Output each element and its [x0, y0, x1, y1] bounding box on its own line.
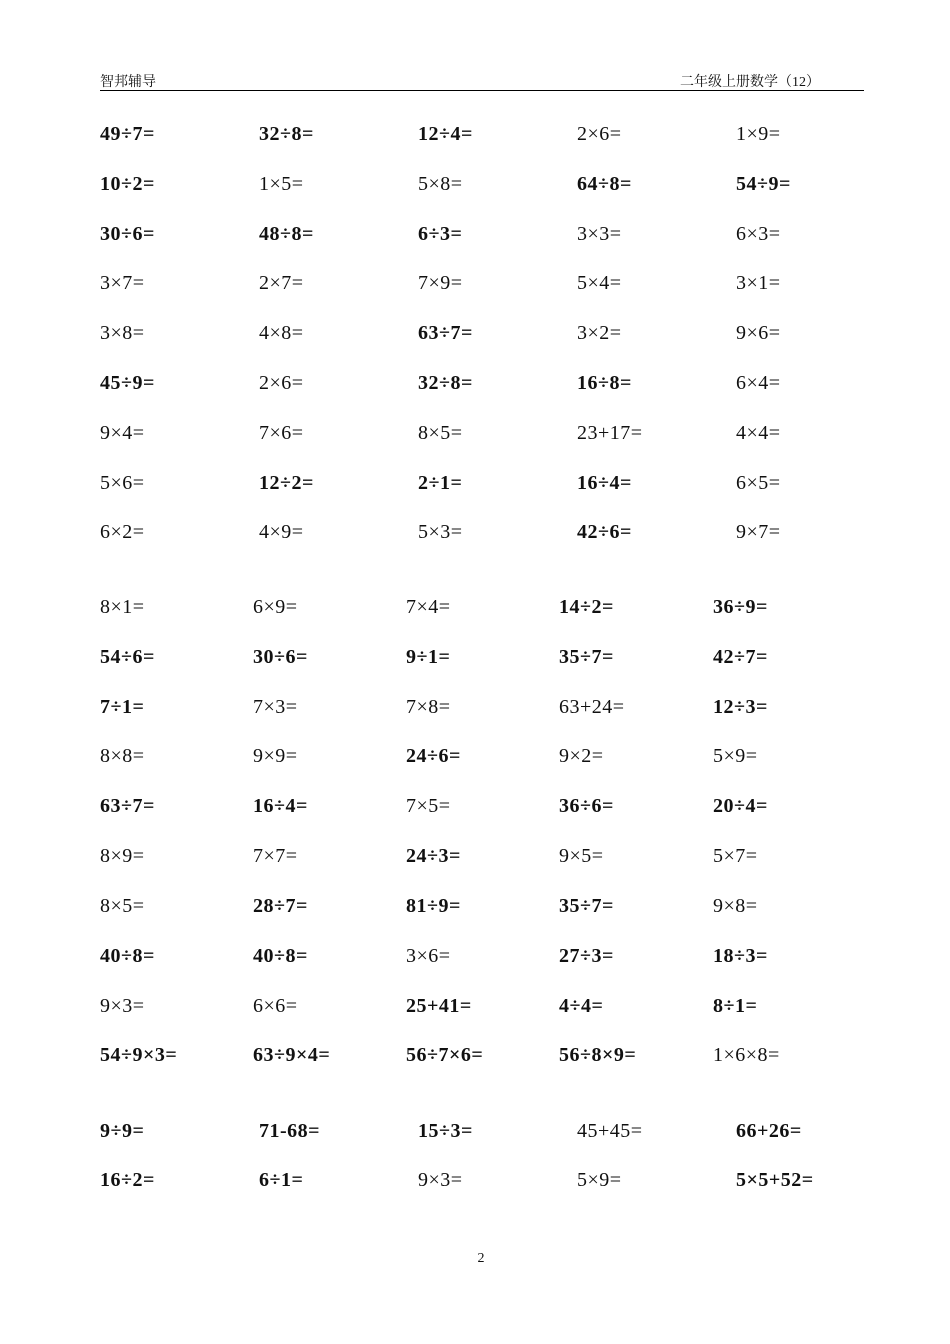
problem: 10÷2= — [100, 173, 155, 195]
problem: 25+41= — [406, 995, 472, 1017]
problem: 14÷2= — [559, 596, 614, 618]
problem: 24÷6= — [406, 745, 461, 767]
problem: 64÷8= — [577, 173, 632, 195]
problem: 20÷4= — [713, 795, 768, 817]
problem: 66+26= — [736, 1120, 802, 1142]
problem: 42÷6= — [577, 521, 632, 543]
problem: 8÷1= — [713, 995, 758, 1017]
problem: 9×8= — [713, 895, 758, 917]
problem: 54÷9= — [736, 173, 791, 195]
problem: 3×2= — [577, 322, 622, 344]
problem: 5×4= — [577, 272, 622, 294]
problem: 5×5+52= — [736, 1169, 814, 1191]
problem: 9×4= — [100, 422, 145, 444]
problem: 15÷3= — [418, 1120, 473, 1142]
problem: 35÷7= — [559, 646, 614, 668]
problem: 2×6= — [577, 123, 622, 145]
problem: 6×2= — [100, 521, 145, 543]
page-number: 2 — [477, 1251, 485, 1266]
problem: 1×6×8= — [713, 1044, 780, 1066]
problem: 32÷8= — [259, 123, 314, 145]
problem: 8×5= — [100, 895, 145, 917]
header-right: 二年级上册数学（12） — [680, 75, 820, 90]
problem: 9×3= — [100, 995, 145, 1017]
problem: 6×6= — [253, 995, 298, 1017]
problem: 4÷4= — [559, 995, 604, 1017]
problem: 6×4= — [736, 372, 781, 394]
problem: 4×9= — [259, 521, 304, 543]
problem: 63÷7= — [100, 795, 155, 817]
problem: 36÷6= — [559, 795, 614, 817]
problem: 9×9= — [253, 745, 298, 767]
problem: 54÷6= — [100, 646, 155, 668]
problem: 9×7= — [736, 521, 781, 543]
problem: 48÷8= — [259, 223, 314, 245]
problem: 6÷1= — [259, 1169, 304, 1191]
problem: 24÷3= — [406, 845, 461, 867]
problem: 7×6= — [259, 422, 304, 444]
problem: 45÷9= — [100, 372, 155, 394]
problem: 5×6= — [100, 472, 145, 494]
problem: 6×5= — [736, 472, 781, 494]
problem: 9×3= — [418, 1169, 463, 1191]
problem: 23+17= — [577, 422, 643, 444]
problem: 5×7= — [713, 845, 758, 867]
problem: 54÷9×3= — [100, 1044, 178, 1066]
problem: 9÷9= — [100, 1120, 145, 1142]
problem: 56÷8×9= — [559, 1044, 637, 1066]
problem: 5×8= — [418, 173, 463, 195]
problem: 7×7= — [253, 845, 298, 867]
problem: 30÷6= — [100, 223, 155, 245]
problem: 1×5= — [259, 173, 304, 195]
problem: 1×9= — [736, 123, 781, 145]
problem: 42÷7= — [713, 646, 768, 668]
problem: 16÷8= — [577, 372, 632, 394]
problem: 4×8= — [259, 322, 304, 344]
problem: 3×1= — [736, 272, 781, 294]
problem: 7×3= — [253, 696, 298, 718]
problem: 8×8= — [100, 745, 145, 767]
problem: 81÷9= — [406, 895, 461, 917]
problem: 36÷9= — [713, 596, 768, 618]
problem: 5×9= — [713, 745, 758, 767]
problem: 2÷1= — [418, 472, 463, 494]
problem: 32÷8= — [418, 372, 473, 394]
problem: 2×6= — [259, 372, 304, 394]
problem: 16÷4= — [253, 795, 308, 817]
problem: 9×6= — [736, 322, 781, 344]
problem: 7×5= — [406, 795, 451, 817]
problem: 63+24= — [559, 696, 625, 718]
problem: 3×8= — [100, 322, 145, 344]
problem: 27÷3= — [559, 945, 614, 967]
problem: 5×9= — [577, 1169, 622, 1191]
problem: 30÷6= — [253, 646, 308, 668]
problem: 9÷1= — [406, 646, 451, 668]
problem: 49÷7= — [100, 123, 155, 145]
problem: 71-68= — [259, 1120, 321, 1142]
problem: 6×9= — [253, 596, 298, 618]
problem: 8×1= — [100, 596, 145, 618]
problem: 8×5= — [418, 422, 463, 444]
problem: 56÷7×6= — [406, 1044, 484, 1066]
problem: 6×3= — [736, 223, 781, 245]
problem: 12÷4= — [418, 123, 473, 145]
problem: 7×8= — [406, 696, 451, 718]
problem: 7×4= — [406, 596, 451, 618]
problem: 40÷8= — [100, 945, 155, 967]
page-header — [100, 70, 864, 91]
problem: 7÷1= — [100, 696, 145, 718]
problem: 3×3= — [577, 223, 622, 245]
header-left: 智邦辅导 — [100, 75, 156, 90]
problem: 63÷7= — [418, 322, 473, 344]
problem: 6÷3= — [418, 223, 463, 245]
problem: 28÷7= — [253, 895, 308, 917]
problem: 16÷4= — [577, 472, 632, 494]
problem: 12÷2= — [259, 472, 314, 494]
problem: 12÷3= — [713, 696, 768, 718]
problem: 3×7= — [100, 272, 145, 294]
problem: 40÷8= — [253, 945, 308, 967]
problem: 9×5= — [559, 845, 604, 867]
problem: 45+45= — [577, 1120, 643, 1142]
problem: 18÷3= — [713, 945, 768, 967]
problem: 3×6= — [406, 945, 451, 967]
problem: 2×7= — [259, 272, 304, 294]
problem: 8×9= — [100, 845, 145, 867]
problem: 9×2= — [559, 745, 604, 767]
problem: 35÷7= — [559, 895, 614, 917]
problem: 4×4= — [736, 422, 781, 444]
problem: 5×3= — [418, 521, 463, 543]
problem: 7×9= — [418, 272, 463, 294]
problem: 63÷9×4= — [253, 1044, 331, 1066]
problem: 16÷2= — [100, 1169, 155, 1191]
